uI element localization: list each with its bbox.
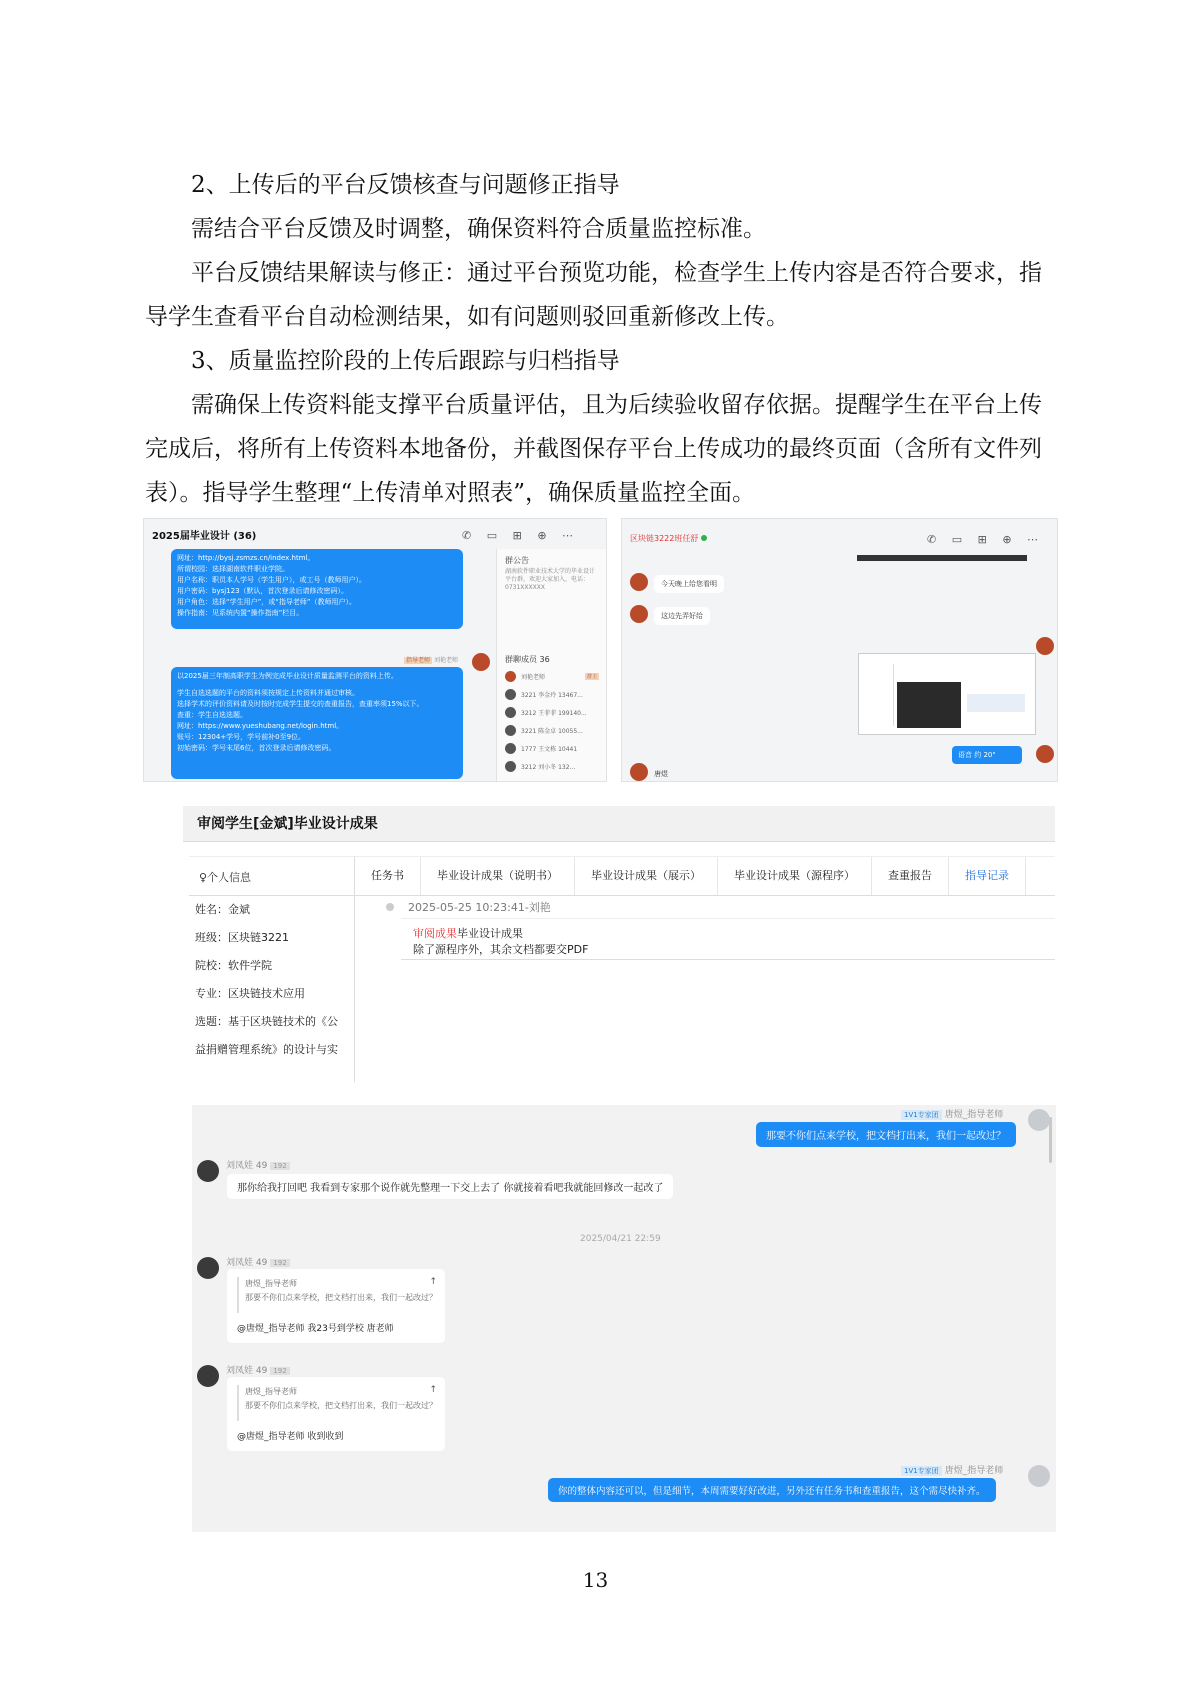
sender-avatar: [472, 653, 490, 671]
bubble-line: 初始密码：学号末尾6位，首次登录后请修改密码。: [177, 744, 336, 752]
timeline-dot-icon: [386, 903, 394, 911]
quoted-text: 那要不你们点来学校，把文档打出来，我们一起改过？: [245, 1401, 437, 1410]
member-avatar: [505, 671, 516, 682]
student-message: 那你给我打回吧 我看到专家那个说作就先整理一下交上去了 你就接着看吧我就能回修改一起改了: [227, 1174, 673, 1199]
member-item[interactable]: [497, 703, 607, 721]
student-name: 刘凤娃 49: [226, 1161, 268, 1171]
bubble-line: 网址：http://bysj.zsmzs.cn/index.html。: [177, 554, 315, 562]
info-major: 专业：区块链技术应用: [195, 987, 305, 1000]
review-tabs: [355, 856, 1055, 896]
teacher-avatar: [1028, 1109, 1050, 1131]
dark-strip: [857, 555, 1027, 561]
group-side-panel: [496, 549, 607, 781]
entry-action-rest: 毕业设计成果: [457, 927, 523, 940]
scrollbar[interactable]: [1049, 1117, 1052, 1163]
reply-text: @唐煜_指导老师 收到收到: [237, 1432, 344, 1442]
tab-guidance-record[interactable]: 指导记录: [949, 857, 1026, 895]
pin-icon[interactable]: ↑: [429, 1277, 437, 1287]
notice-text: 湖南软件职业技术大学的毕业设计平台群，欢迎大家加入，电话：0731XXXXXX: [505, 568, 596, 591]
mini-dark-panel: [897, 682, 961, 728]
shared-screenshot-image[interactable]: [858, 653, 1036, 735]
quoted-message: [237, 1385, 441, 1421]
member-avatar: [505, 689, 516, 700]
sender-line: [404, 655, 458, 664]
last-sender: 唐煜: [654, 770, 668, 778]
quoted-text: 那要不你们点来学校，把文档打出来，我们一起改过？: [245, 1293, 437, 1302]
member-item[interactable]: [497, 757, 607, 775]
bubble-line: 用户角色：选择“学生用户”，或“指导老师”（教师用户）。: [177, 598, 357, 606]
paragraph-section-3-heading: 3、质量监控阶段的上传后跟踪与归档指导: [191, 348, 620, 374]
member-item[interactable]: [497, 721, 607, 739]
tab-thesis[interactable]: 毕业设计成果（说明书）: [421, 857, 575, 895]
info-school: 院校：软件学院: [195, 959, 272, 972]
member-avatar: [505, 761, 516, 772]
chat-timestamp: 2025/04/21 22:59: [580, 1234, 661, 1244]
student-name-line: [226, 1158, 290, 1171]
paragraph-section-2-heading: 2、上传后的平台反馈核查与问题修正指导: [191, 172, 620, 198]
student-avatar: [197, 1160, 219, 1182]
teacher-tag: 1V1专家团: [901, 1110, 942, 1120]
message-bubble-platform-info: [171, 549, 463, 629]
contact-avatar: [630, 605, 648, 623]
toolbar-icons[interactable]: ✆ ▭ ⊞ ⊕ ⋯: [462, 529, 580, 542]
personal-info-card: [189, 856, 355, 1082]
message-bubble-check-instructions: [171, 667, 463, 779]
sender-name: 刘艳老师: [433, 657, 458, 664]
entry-comment: 除了源程序外，其余文档都要交PDF: [413, 943, 589, 956]
bubble-line: 学生自选选题的平台的资料须按规定上传资料并通过审核。: [177, 689, 359, 697]
quote-reply-card: [227, 1269, 445, 1343]
bubble-line: 所谓校园：选择湖南软件职业学院。: [177, 565, 289, 573]
chat-title-text: 区块链3222班任舒: [630, 534, 699, 543]
online-status-icon: [701, 535, 707, 541]
tab-task-book[interactable]: 任务书: [355, 857, 421, 895]
bubble-line: 查重：学生自选选题。: [177, 711, 247, 719]
student-tag: 192: [270, 1259, 289, 1267]
notice-title[interactable]: 群公告: [505, 556, 529, 565]
member-name: 刘艳老师: [521, 673, 546, 681]
bubble-line: 以2025届三年制高职学生为例完成毕业设计质量监测平台的资料上传。: [177, 672, 398, 680]
paragraph-section-2-intro: 需结合平台反馈及时调整，确保资料符合质量监控标准。: [191, 216, 766, 242]
teacher-message: 那要不你们点来学校，把文档打出来，我们一起改过？: [756, 1122, 1016, 1147]
teacher-name-line: [898, 1107, 1003, 1120]
contact-avatar: [630, 763, 648, 781]
member-avatar: [505, 707, 516, 718]
entry-action: [413, 925, 523, 941]
member-name: 3221 陈金卓 10055...: [521, 727, 583, 735]
student-name: 刘凤娃 49: [226, 1366, 268, 1376]
own-avatar: [1036, 745, 1054, 763]
info-name: 姓名：金斌: [195, 903, 250, 916]
screenshot-group-chat: [143, 518, 607, 782]
members-title[interactable]: 群聊成员 36: [505, 655, 550, 664]
bubble-line: 账号：12304+学号，学号前补0至9位。: [177, 733, 306, 741]
entry-date: 2025-05-25 10:23:41-刘艳: [408, 901, 551, 914]
teacher-name: 唐煜_指导老师: [944, 1110, 1004, 1120]
tab-source-code[interactable]: 毕业设计成果（源程序）: [718, 857, 872, 895]
teacher-name-line: [898, 1463, 1003, 1476]
quote-reply-card: [227, 1377, 445, 1451]
info-topic-cont: 益捐赠管理系统》的设计与实: [195, 1043, 338, 1056]
contact-avatar: [630, 573, 648, 591]
screenshot-review-page: [183, 806, 1055, 1082]
mini-sidebar: [863, 664, 894, 726]
pin-icon[interactable]: ↑: [429, 1385, 437, 1395]
bubble-line: 选择学术的评价资料请及时按时完成学生提交的查重报告，查重率须15%以下。: [177, 700, 424, 708]
teacher-name: 唐煜_指导老师: [944, 1466, 1004, 1476]
voice-message[interactable]: 语音 约 20": [952, 746, 1022, 764]
teacher-message: 你的整体内容还可以，但是细节，本周需要好好改进，另外还有任务书和查重报告，这个需尽快补齐。: [548, 1478, 996, 1502]
info-title: ♀个人信息: [189, 857, 354, 896]
student-name-line: [226, 1255, 290, 1268]
info-class: 班级：区块链3221: [195, 931, 289, 944]
member-item[interactable]: [497, 667, 607, 685]
review-title: 审阅学生[金斌]毕业设计成果: [183, 806, 1055, 842]
paragraph-feedback-correction: 平台反馈结果解读与修正：通过平台预览功能，检查学生上传内容是否符合要求，指导学生查看平台自动检测结果，如有问题则驳回重新修改上传。: [145, 260, 1042, 330]
message-bubble: 这边先弄好给: [654, 607, 710, 625]
guidance-entry: [401, 918, 1055, 960]
student-tag: 192: [270, 1367, 289, 1375]
chat-title: 2025届毕业设计 (36): [152, 531, 257, 542]
sender-tag: 指导老师: [406, 657, 431, 664]
screenshot-guidance-chat: [192, 1105, 1056, 1532]
student-name: 刘凤娃 49: [226, 1258, 268, 1268]
tab-showcase[interactable]: 毕业设计成果（展示）: [575, 857, 718, 895]
member-name: 3212 王菲菲 199140...: [521, 709, 587, 717]
message-bubble: 今天晚上给您看明: [654, 575, 724, 593]
bubble-line: 用户名称：职员本人学号（学生用户），或工号（教师用户）。: [177, 576, 366, 584]
own-avatar: [1036, 637, 1054, 655]
paragraph-archiving-guidance: 需确保上传资料能支撑平台质量评估，且为后续验收留存依据。提醒学生在平台上传完成后，将所有上传资料本地备份，并截图保存平台上传成功的最终页面（含所有文件列表）。指导学生整理“上传清单对照表”，确保质量监控全面。: [145, 392, 1042, 506]
member-avatar: [505, 725, 516, 736]
bubble-line: 网址：https://www.yueshubang.net/login.html。: [177, 722, 344, 730]
owner-tag: 群主: [586, 673, 597, 680]
student-name-line: [226, 1363, 290, 1376]
reply-text: @唐煜_指导老师 我23号到学校 唐老师: [237, 1324, 394, 1334]
member-name: 1777 王文栋 10441: [521, 745, 578, 753]
member-avatar: [505, 743, 516, 754]
tab-plagiarism-report[interactable]: 查重报告: [872, 857, 949, 895]
member-name: 3212 刘小冬 132...: [521, 763, 576, 771]
student-avatar: [197, 1365, 219, 1387]
page-number: 13: [582, 1568, 609, 1592]
chat-title: [630, 533, 707, 544]
entry-action-red: 审阅成果: [413, 927, 457, 940]
quoted-author: 唐煜_指导老师: [245, 1387, 297, 1396]
screenshot-class-chat: [621, 518, 1058, 782]
student-avatar: [197, 1257, 219, 1279]
bubble-line: 操作指南：见系统内置“操作指南”栏目。: [177, 609, 304, 617]
member-item[interactable]: [497, 685, 607, 703]
member-item[interactable]: [497, 739, 607, 757]
quoted-message: [237, 1277, 441, 1313]
info-topic: 选题：基于区块链技术的《公: [195, 1015, 338, 1028]
mini-logo-block: [967, 694, 1025, 712]
member-name: 3221 李金玲 13467...: [521, 691, 583, 699]
quoted-author: 唐煜_指导老师: [245, 1279, 297, 1288]
bubble-line: 用户密码：bysj123（默认，首次登录后请修改密码）。: [177, 587, 349, 595]
teacher-tag: 1V1专家团: [901, 1466, 942, 1476]
student-tag: 192: [270, 1162, 289, 1170]
teacher-avatar: [1028, 1465, 1050, 1487]
toolbar-icons[interactable]: ✆ ▭ ⊞ ⊕ ⋯: [927, 533, 1045, 546]
